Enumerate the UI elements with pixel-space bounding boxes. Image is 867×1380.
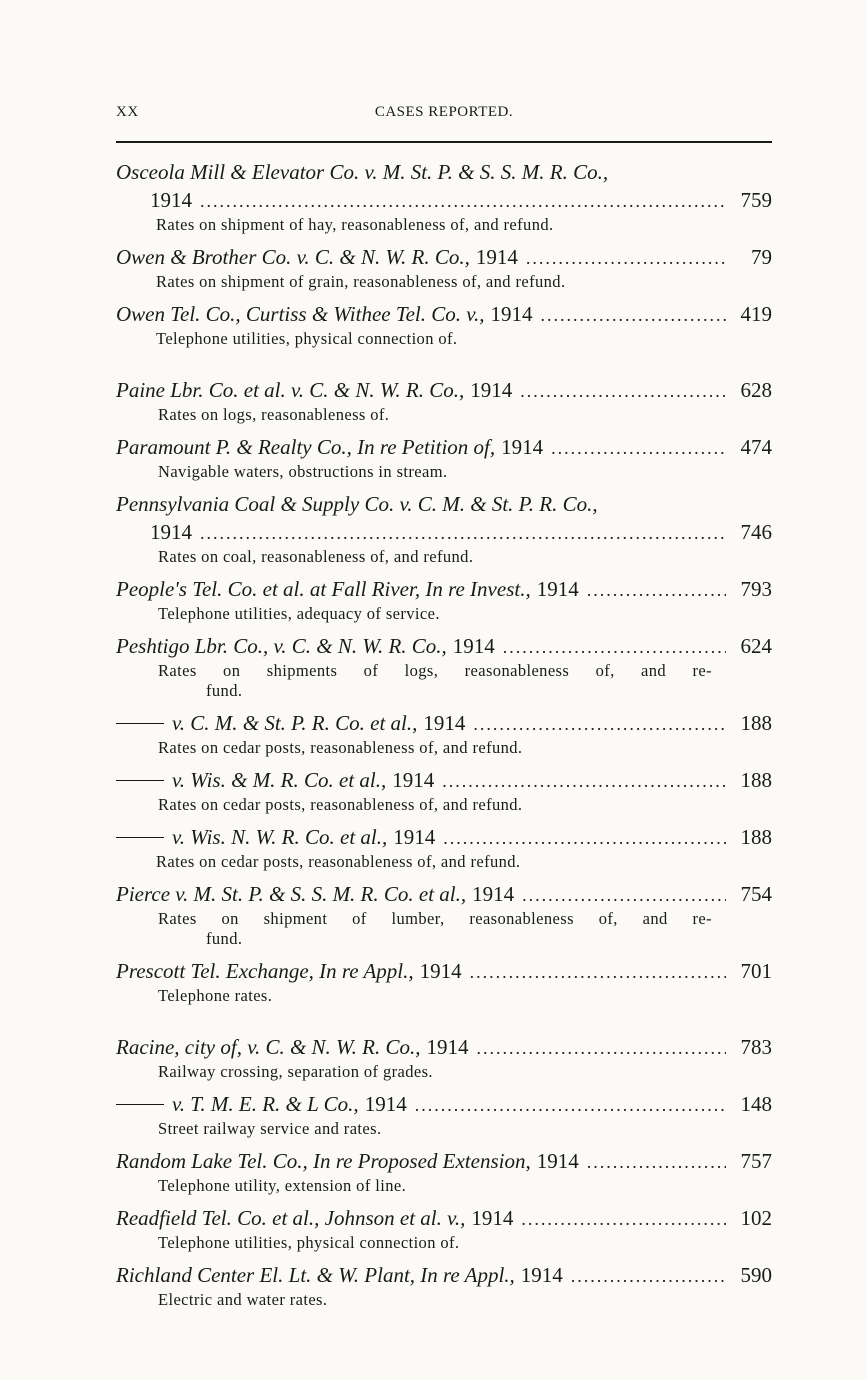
dot-leader	[522, 881, 726, 909]
case-page-number: 746	[740, 520, 772, 544]
case-description: Telephone utilities, physical connection of.	[156, 329, 458, 348]
case-year: 1914	[520, 1263, 563, 1287]
case-year: 1914	[150, 188, 192, 212]
case-page-number: 590	[740, 1263, 772, 1287]
case-description: Rates on cedar posts, reasonableness of, and refund.	[158, 738, 523, 757]
case-entry	[116, 433, 772, 482]
case-entry	[116, 1147, 772, 1196]
case-year: 1914	[393, 825, 436, 849]
dot-leader	[200, 187, 726, 215]
page-number-label: XX	[116, 104, 139, 120]
case-year: 1914	[426, 1035, 469, 1059]
case-year: 1914	[419, 959, 462, 983]
case-page-number: 793	[740, 577, 772, 601]
dot-leader	[473, 710, 726, 738]
case-year: 1914	[501, 435, 544, 459]
case-year: 1914	[490, 302, 533, 326]
case-name: v. T. M. E. R. & L Co.,	[172, 1092, 359, 1116]
case-year: 1914	[423, 711, 466, 735]
case-name: Paine Lbr. Co. et al. v. C. & N. W. R. Co.,	[116, 378, 465, 402]
case-page-number: 474	[740, 435, 772, 459]
case-name: People's Tel. Co. et al. at Fall River, In re Invest.,	[116, 577, 531, 601]
dot-leader	[521, 1205, 726, 1233]
dot-leader	[415, 1091, 726, 1119]
case-year: 1914	[471, 1206, 514, 1230]
case-entry	[116, 1261, 772, 1310]
ditto-dash	[116, 1104, 164, 1105]
case-page-number: 628	[740, 378, 772, 402]
page-header	[116, 104, 772, 126]
case-page-number: 148	[740, 1092, 772, 1116]
case-name: Random Lake Tel. Co., In re Proposed Extension,	[116, 1149, 531, 1173]
case-page-number: 759	[740, 188, 772, 212]
case-entry	[116, 823, 772, 872]
case-year: 1914	[150, 520, 192, 544]
case-description: Rates on shipment of hay, reasonableness of, and refund.	[156, 215, 554, 234]
dot-leader	[503, 633, 726, 661]
case-entry	[116, 766, 772, 815]
page-title: CASES REPORTED.	[374, 104, 514, 120]
case-description-line: fund.	[206, 681, 243, 700]
case-name: Prescott Tel. Exchange, In re Appl.,	[116, 959, 414, 983]
dot-leader	[526, 244, 726, 272]
case-year: 1914	[364, 1092, 407, 1116]
dot-leader	[541, 301, 726, 329]
case-page-number: 79	[751, 245, 772, 269]
case-description: Electric and water rates.	[158, 1290, 328, 1309]
case-year: 1914	[452, 634, 495, 658]
case-page-number: 783	[740, 1035, 772, 1059]
case-page-number: 188	[740, 825, 772, 849]
dot-leader	[587, 576, 726, 604]
case-entry	[116, 1090, 772, 1139]
case-entry	[116, 1033, 772, 1082]
cases-list	[116, 158, 772, 1318]
dot-leader	[551, 434, 726, 462]
dot-leader	[443, 824, 726, 852]
case-description-line: fund.	[206, 929, 243, 948]
case-description-line: Rates on shipments of logs, reasonableness of, and re-	[158, 661, 712, 680]
case-entry	[116, 880, 772, 949]
case-entry	[116, 709, 772, 758]
case-entry	[116, 376, 772, 425]
case-name: Owen & Brother Co. v. C. & N. W. R. Co.,	[116, 245, 470, 269]
case-page-number: 701	[740, 959, 772, 983]
case-description	[116, 661, 772, 701]
case-name: Pennsylvania Coal & Supply Co. v. C. M. & St. P. R. Co.,	[116, 492, 598, 516]
dot-leader	[200, 519, 726, 547]
case-name: v. C. M. & St. P. R. Co. et al.,	[172, 711, 418, 735]
case-entry	[116, 300, 772, 349]
case-name: v. Wis. N. W. R. Co. et al.,	[172, 825, 388, 849]
case-year: 1914	[536, 1149, 579, 1173]
case-name: Racine, city of, v. C. & N. W. R. Co.,	[116, 1035, 421, 1059]
ditto-dash	[116, 837, 164, 838]
case-name: Owen Tel. Co., Curtiss & Withee Tel. Co. v.,	[116, 302, 485, 326]
case-description: Navigable waters, obstructions in stream.	[158, 462, 448, 481]
case-description: Telephone rates.	[158, 986, 273, 1005]
case-description-line: Rates on shipment of lumber, reasonableness of, and re-	[158, 909, 712, 928]
case-description	[116, 909, 772, 949]
case-page-number: 624	[740, 634, 772, 658]
case-description: Rates on cedar posts, reasonableness of, and refund.	[156, 852, 521, 871]
case-description: Street railway service and rates.	[158, 1119, 382, 1138]
case-page-number: 419	[740, 302, 772, 326]
case-name: Peshtigo Lbr. Co., v. C. & N. W. R. Co.,	[116, 634, 447, 658]
case-entry	[116, 490, 772, 567]
case-entry	[116, 575, 772, 624]
case-entry	[116, 243, 772, 292]
dot-leader	[470, 958, 726, 986]
case-name: Readfield Tel. Co. et al., Johnson et al. v.,	[116, 1206, 466, 1230]
case-description: Rates on shipment of grain, reasonableness of, and refund.	[156, 272, 566, 291]
header-rule	[116, 141, 772, 143]
dot-leader	[587, 1148, 726, 1176]
case-entry	[116, 158, 772, 235]
case-page-number: 188	[740, 711, 772, 735]
case-page-number: 102	[740, 1206, 772, 1230]
ditto-dash	[116, 723, 164, 724]
case-name: Paramount P. & Realty Co., In re Petition of,	[116, 435, 496, 459]
case-description: Railway crossing, separation of grades.	[158, 1062, 433, 1081]
case-page-number: 757	[740, 1149, 772, 1173]
case-year: 1914	[392, 768, 435, 792]
case-year: 1914	[536, 577, 579, 601]
dot-leader	[442, 767, 726, 795]
case-description: Telephone utilities, adequacy of service.	[158, 604, 440, 623]
case-page-number: 188	[740, 768, 772, 792]
case-name: Pierce v. M. St. P. & S. S. M. R. Co. et al.,	[116, 882, 467, 906]
dot-leader	[476, 1034, 726, 1062]
case-year: 1914	[472, 882, 515, 906]
case-entry	[116, 632, 772, 701]
case-year: 1914	[470, 378, 513, 402]
dot-leader	[571, 1262, 726, 1290]
case-description: Telephone utility, extension of line.	[158, 1176, 407, 1195]
ditto-dash	[116, 780, 164, 781]
case-name: Richland Center El. Lt. & W. Plant, In re Appl.,	[116, 1263, 515, 1287]
case-name: v. Wis. & M. R. Co. et al.,	[172, 768, 387, 792]
case-page-number: 754	[740, 882, 772, 906]
case-entry	[116, 957, 772, 1006]
dot-leader	[520, 377, 726, 405]
case-description: Rates on logs, reasonableness of.	[158, 405, 390, 424]
case-description: Rates on cedar posts, reasonableness of, and refund.	[158, 795, 523, 814]
case-entry	[116, 1204, 772, 1253]
case-name: Osceola Mill & Elevator Co. v. M. St. P. & S. S. M. R. Co.,	[116, 160, 609, 184]
case-description: Rates on coal, reasonableness of, and refund.	[158, 547, 474, 566]
case-description: Telephone utilities, physical connection of.	[158, 1233, 460, 1252]
case-year: 1914	[475, 245, 518, 269]
